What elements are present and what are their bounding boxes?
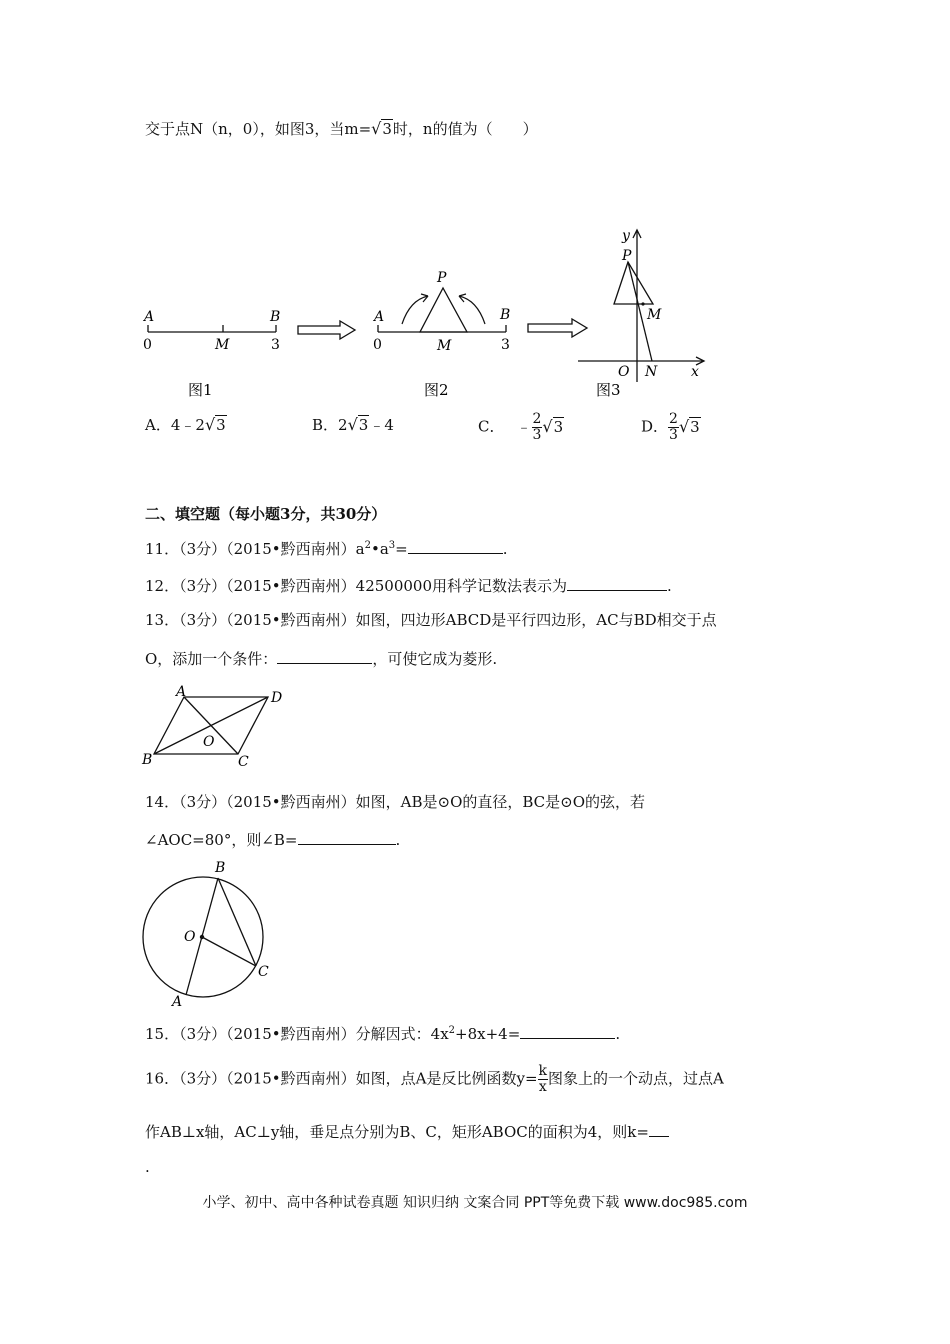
fig3-label-y: y [622,228,630,244]
q10-text-post: 时，n的值为（ ） [392,120,538,138]
question-14-line-1: 14．（3分）（2015•黔西南州）如图，AB是⊙O的直径，BC是⊙O的弦，若 [145,793,646,811]
q10-text-pre: 交于点N（n，0），如图3，当m= [145,120,372,138]
question-16-line-3: . [145,1158,150,1176]
q14-label-a: A [172,994,183,1008]
hollow-arrow-icon [528,319,587,337]
q13-label-o: O [203,734,215,750]
sqrt-3: √3 [542,416,564,436]
fig2-label-0: 0 [373,337,382,353]
fig1-label-m: M [215,337,230,353]
q13-label-a: A [176,684,187,700]
page-footer: 小学、初中、高中各种试卷真题 知识归纳 文案合同 PPT等免费下载 www.doc985.com [202,1195,748,1211]
question-12: 12．（3分）（2015•黔西南州）42500000用科学记数法表示为 . [145,577,672,595]
figure-2 [372,270,510,399]
option-d[interactable]: D． $\frac{2}{3}$ √3 [641,411,700,443]
q10-tail-line [145,118,538,139]
fig3-label-x: x [691,364,699,380]
fig3-caption: 图3 [596,381,621,399]
figure-3 [578,228,704,399]
fig1-label-3: 3 [271,337,280,353]
sqrt-3: √3 [371,119,392,138]
option-a[interactable]: A．4﹣2√3 [145,415,226,434]
fig2-label-p: P [437,270,447,286]
option-c[interactable]: C． ﹣ $\frac{2}{3}$ √3 [478,411,564,443]
q13-label-b: B [142,752,153,768]
fig3-label-o: O [618,364,630,380]
sqrt-3: √3 [347,415,369,434]
fig1-label-a: A [144,309,155,325]
q13-label-d: D [271,690,283,706]
answer-blank-16[interactable] [649,1122,669,1137]
question-16-line-2: 作AB⊥x轴，AC⊥y轴，垂足点分别为B、C，矩形ABOC的面积为4，则k= [145,1121,669,1142]
fig2-label-b: B [500,307,511,323]
answer-blank-11[interactable] [408,539,503,554]
fraction-2-3: $\frac{2}{3}$ [669,411,678,443]
figure-1 [142,309,280,399]
fig2-label-m: M [437,338,452,354]
question-13-line-1: 13．（3分）（2015•黔西南州）如图，四边形ABCD是平行四边形，AC与BD相交于点 [145,611,717,629]
sqrt-3: √3 [204,415,226,434]
fig3-label-n: N [645,364,658,380]
fraction-k-x: $\frac{k}{x}$ [538,1063,548,1095]
fraction-2-3: $\frac{2}{3}$ [532,411,542,443]
q14-label-b: B [215,860,226,876]
parallelogram-figure [138,684,298,772]
fig1-label-0: 0 [143,337,152,353]
fig2-label-3: 3 [501,337,510,353]
question-11: 11．（3分）（2015•黔西南州）$a^2•a^3=$ . [145,540,508,558]
q10-figures [140,222,720,404]
fig3-label-p: P [622,248,632,264]
option-b[interactable]: B．2√3﹣4 [312,415,394,434]
section-2-title: 二、填空题（每小题3分，共30分） [145,505,387,523]
answer-blank-15[interactable] [520,1024,615,1039]
fig2-caption: 图2 [424,381,449,399]
circle-figure [138,856,278,1008]
question-16-line-1: 16．（3分）（2015•黔西南州）如图，点A是反比例函数y= $\frac{k}{x}$ 图象上的一个动点，过点A [145,1063,724,1095]
answer-blank-13[interactable] [277,649,372,664]
q13-label-c: C [238,754,249,770]
fig3-label-m: M [647,307,662,323]
fig2-label-a: A [374,309,385,325]
sqrt-3: √3 [678,416,700,436]
answer-blank-12[interactable] [567,576,667,591]
question-15: 15．（3分）（2015•黔西南州）分解因式：$4x^2+8x+4=$ . [145,1025,621,1043]
question-14-line-2: ∠AOC=80°，则∠B= . [145,831,401,849]
hollow-arrow-icon [298,321,355,339]
question-13-line-2: O，添加一个条件： ，可使它成为菱形. [145,650,498,668]
q14-label-c: C [258,964,269,980]
fig1-label-b: B [270,309,281,325]
q14-label-o: O [184,929,196,945]
answer-blank-14[interactable] [298,830,396,845]
fig1-caption: 图1 [188,381,213,399]
